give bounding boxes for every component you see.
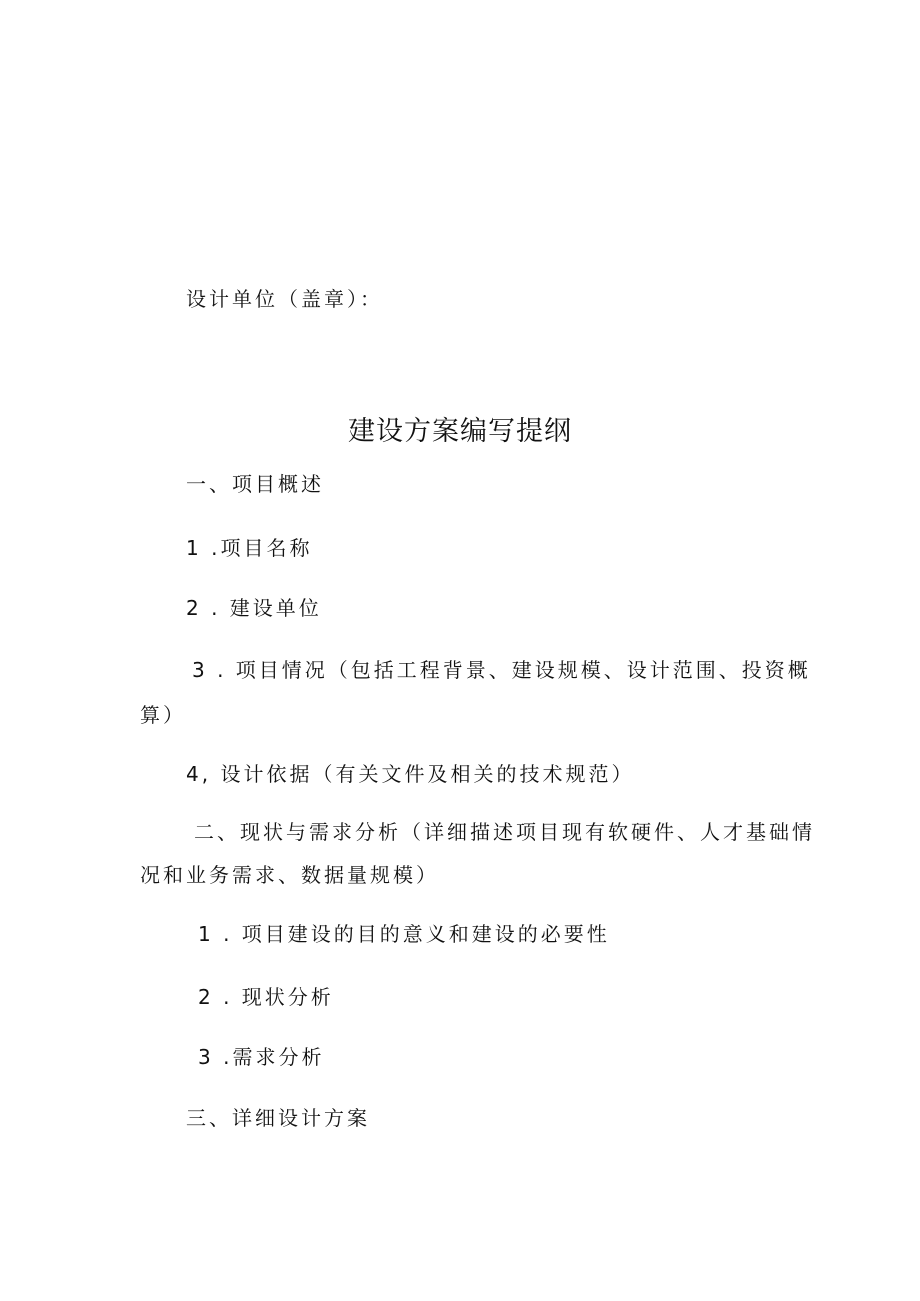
- item-2-2: 2 . 现状分析: [198, 985, 334, 1009]
- section-3-heading: 三、详细设计方案: [186, 1106, 370, 1130]
- document-title: 建设方案编写提纲: [348, 416, 572, 447]
- section-2-heading-line-2: 况和业务需求、数据量规模）: [140, 863, 439, 887]
- section-1-heading: 一、项目概述: [186, 472, 324, 496]
- item-1-4: 4, 设计依据（有关文件及相关的技术规范）: [186, 762, 635, 786]
- item-1-2: 2 . 建设单位: [186, 596, 322, 620]
- item-1-1: 1 .项目名称: [186, 536, 313, 560]
- section-2-heading-line-1: 二、现状与需求分析（详细描述项目现有软硬件、人才基础情: [194, 820, 815, 844]
- item-1-3-line-1: 3 . 项目情况（包括工程背景、建设规模、设计范围、投资概: [192, 658, 811, 682]
- item-1-3-line-2: 算）: [140, 703, 186, 727]
- seal-label: 设计单位（盖章）：: [186, 287, 383, 311]
- item-2-1: 1 . 项目建设的目的意义和建设的必要性: [198, 922, 610, 946]
- item-2-3: 3 .需求分析: [198, 1045, 325, 1069]
